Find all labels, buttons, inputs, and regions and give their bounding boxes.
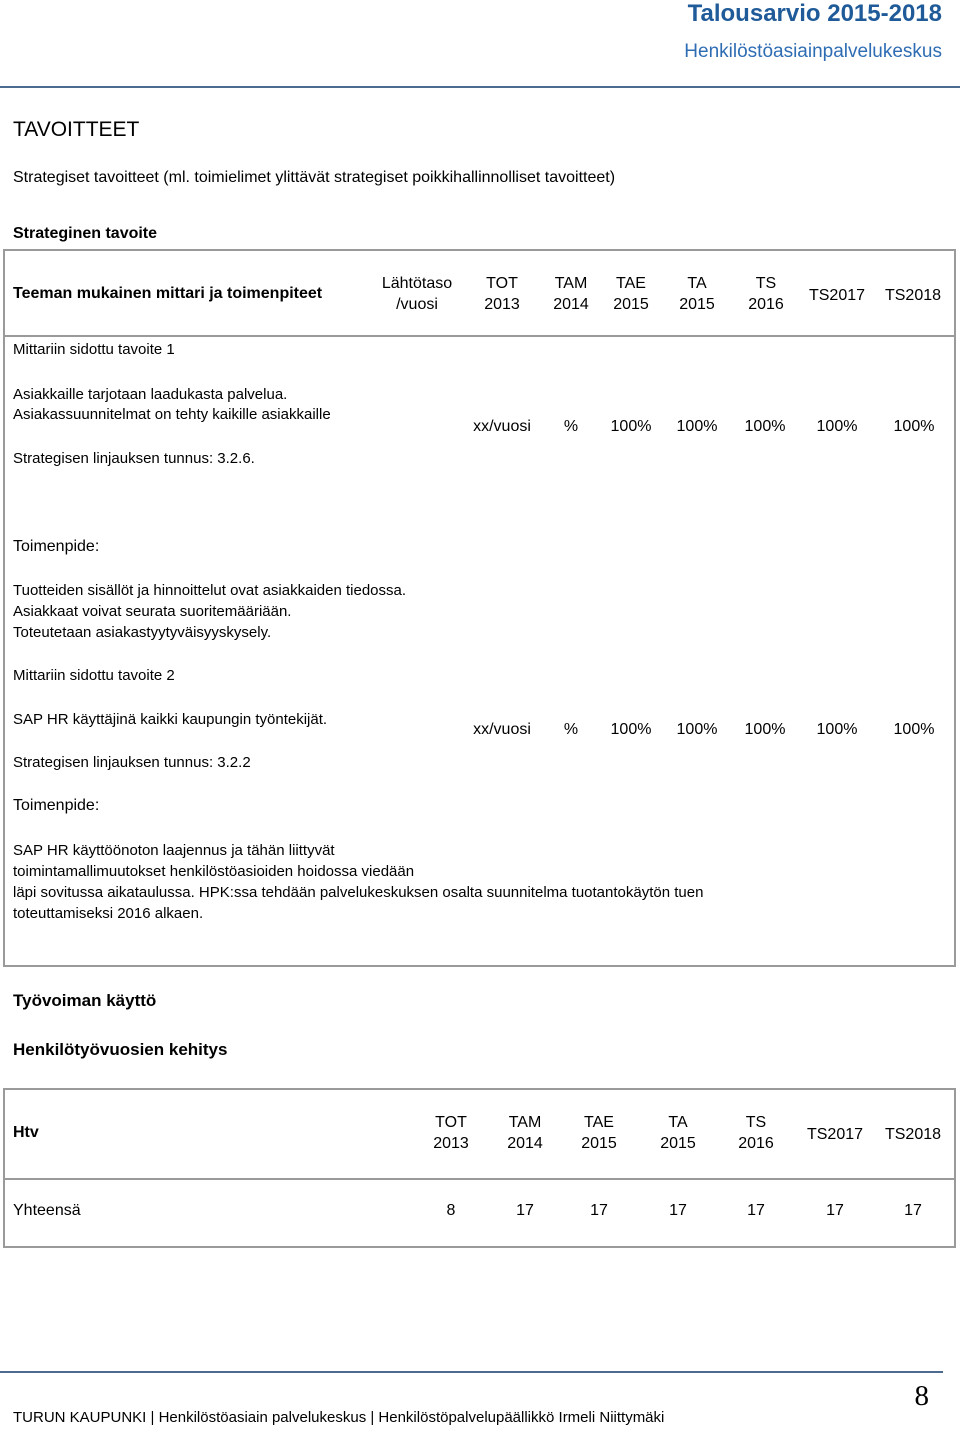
goal2-value-ta2015: 100% bbox=[744, 721, 786, 738]
goal1-action-line: Toteutetaan asiakastyytyväisyyskysely. bbox=[13, 624, 272, 641]
goals-first-col-header: Teeman mukainen mittari ja toimenpiteet bbox=[13, 285, 323, 302]
page-number: 8 bbox=[914, 1380, 929, 1412]
col-header-ts2017: TS2017 bbox=[808, 287, 866, 304]
goal2-action-line: läpi sovitussa aikataulussa. HPK:ssa tehdään palvelukeskuksen osalta suunnitelma tuotantokäytön tuen bbox=[13, 884, 704, 901]
workforce-subheading: Henkilötyövuosien kehitys bbox=[13, 1040, 228, 1059]
goal2-action-line: SAP HR käyttöönoton laajennus ja tähän liittyvät bbox=[13, 842, 335, 859]
wf-value-ts2017: 17 bbox=[826, 1202, 844, 1219]
section-heading: TAVOITTEET bbox=[13, 118, 140, 141]
wf-value-tae2015: 17 bbox=[590, 1202, 608, 1219]
goal2-action-label: Toimenpide: bbox=[13, 797, 100, 814]
goal1-text-line: Asiakassuunnitelmat on tehty kaikille asiakkaille bbox=[13, 406, 331, 423]
document-title: Talousarvio 2015-2018 bbox=[687, 0, 942, 27]
goal1-value-ts2017: 100% bbox=[893, 418, 935, 435]
wf-col-header-ts2016: TS 2016 bbox=[738, 1114, 774, 1152]
wf-col-header-ta2015: TA 2015 bbox=[660, 1114, 696, 1152]
col-header-ts2018: TS2018 bbox=[884, 287, 942, 304]
goal2-baseline: xx/vuosi bbox=[473, 721, 531, 738]
goal2-value-ts2016: 100% bbox=[816, 721, 858, 738]
goals-header-divider bbox=[3, 335, 956, 337]
goal1-value-tot2013: % bbox=[563, 418, 579, 435]
goal1-linkage: Strategisen linjauksen tunnus: 3.2.6. bbox=[13, 450, 255, 467]
wf-value-tot2013: 8 bbox=[446, 1202, 456, 1219]
goal2-value-ts2017: 100% bbox=[893, 721, 935, 738]
goal2-value-tae2015: 100% bbox=[676, 721, 718, 738]
section-intro: Strategiset tavoitteet (ml. toimielimet ylittävät strategiset poikkihallinnolliset tavoitteet) bbox=[13, 169, 616, 186]
baseline-header: Lähtötaso /vuosi bbox=[381, 275, 453, 313]
goal2-action-line: toteuttamiseksi 2016 alkaen. bbox=[13, 905, 204, 922]
footer-text: TURUN KAUPUNKI | Henkilöstöasiain palvelukeskus | Henkilöstöpalvelupäällikkö Irmeli Niittymäki bbox=[13, 1409, 665, 1426]
goal1-baseline: xx/vuosi bbox=[473, 418, 531, 435]
wf-value-ts2018: 17 bbox=[904, 1202, 922, 1219]
goal1-action-line: Tuotteiden sisällöt ja hinnoittelut ovat asiakkaiden tiedossa. bbox=[13, 582, 407, 599]
goal1-value-tam2014: 100% bbox=[610, 418, 652, 435]
goal2-label: Mittariin sidottu tavoite 2 bbox=[13, 667, 175, 684]
goal1-action-label: Toimenpide: bbox=[13, 538, 100, 555]
footer-rule bbox=[0, 1371, 943, 1373]
goal1-label: Mittariin sidottu tavoite 1 bbox=[13, 341, 175, 358]
document-subtitle: Henkilöstöasiainpalvelukeskus bbox=[684, 41, 942, 62]
wf-col-header-ts2018: TS2018 bbox=[884, 1126, 942, 1143]
col-header-tam2014: TAM 2014 bbox=[553, 275, 589, 313]
col-header-ta2015: TA 2015 bbox=[679, 275, 715, 313]
goal1-value-ta2015: 100% bbox=[744, 418, 786, 435]
goal2-text: SAP HR käyttäjinä kaikki kaupungin työntekijät. bbox=[13, 711, 328, 728]
col-header-tot2013: TOT 2013 bbox=[484, 275, 520, 313]
goal1-value-ts2016: 100% bbox=[816, 418, 858, 435]
goal1-action-line: Asiakkaat voivat seurata suoritemääriään. bbox=[13, 603, 292, 620]
header-rule bbox=[0, 86, 960, 88]
total-row-label: Yhteensä bbox=[13, 1202, 81, 1219]
workforce-heading: Työvoiman käyttö bbox=[13, 991, 157, 1010]
goal2-value-tot2013: % bbox=[563, 721, 579, 738]
col-header-tae2015: TAE 2015 bbox=[613, 275, 649, 313]
wf-value-ts2016: 17 bbox=[747, 1202, 765, 1219]
workforce-header-divider bbox=[3, 1178, 956, 1180]
wf-value-ta2015: 17 bbox=[669, 1202, 687, 1219]
strategic-goal-heading: Strateginen tavoite bbox=[13, 225, 158, 242]
goal1-value-tae2015: 100% bbox=[676, 418, 718, 435]
wf-col-header-tae2015: TAE 2015 bbox=[581, 1114, 617, 1152]
wf-col-header-tam2014: TAM 2014 bbox=[507, 1114, 543, 1152]
col-header-ts2016: TS 2016 bbox=[748, 275, 784, 313]
htv-row-header: Htv bbox=[13, 1124, 39, 1141]
wf-col-header-tot2013: TOT 2013 bbox=[433, 1114, 469, 1152]
goal2-linkage: Strategisen linjauksen tunnus: 3.2.2 bbox=[13, 754, 251, 771]
goal2-value-tam2014: 100% bbox=[610, 721, 652, 738]
wf-value-tam2014: 17 bbox=[516, 1202, 534, 1219]
goal2-action-line: toimintamallimuutokset henkilöstöasioiden hoidossa viedään bbox=[13, 863, 415, 880]
goal1-text-line: Asiakkaille tarjotaan laadukasta palvelua. bbox=[13, 386, 288, 403]
wf-col-header-ts2017: TS2017 bbox=[806, 1126, 864, 1143]
